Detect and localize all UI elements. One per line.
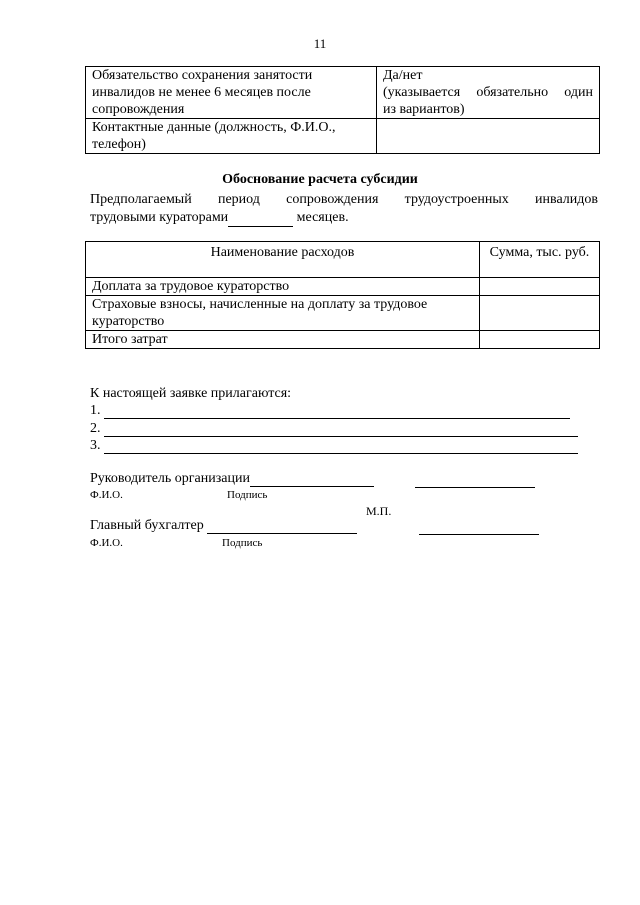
cell-text: Страховые взносы, начисленные на доплату за трудовое (92, 297, 428, 312)
contact-data-cell (86, 119, 377, 154)
cell-text: из вариантов) (383, 102, 465, 117)
expense-total-sum[interactable] (480, 331, 600, 349)
expense-name (86, 296, 480, 331)
table-row (86, 278, 600, 296)
cell-text: Обязательство сохранения занятости (92, 68, 313, 83)
cell-text: (указывается обязательно один (383, 85, 593, 100)
table-row (86, 67, 600, 119)
cell-text: Да/нет (383, 68, 423, 83)
accountant-signature-line (90, 518, 357, 534)
header-expense-name: Наименование расходов (86, 242, 480, 278)
expense-table (85, 241, 600, 349)
cell-text: Итого затрат (92, 332, 168, 347)
head-name-field[interactable] (250, 473, 374, 487)
period-line-2-suffix: месяцев. (296, 210, 349, 225)
period-line-2-prefix: трудовыми кураторами (90, 210, 229, 225)
page-number: 11 (313, 36, 327, 51)
cell-text: Контактные данные (должность, Ф.И.О., (92, 120, 336, 135)
head-name-caption: Ф.И.О. (90, 489, 123, 501)
attachment-line-1 (90, 402, 570, 419)
accountant-sign-caption: Подпись (222, 537, 263, 549)
accountant-name-field[interactable] (207, 520, 357, 534)
head-signature-field[interactable] (415, 474, 535, 488)
attachment-line-2 (90, 420, 578, 437)
cell-text: кураторство (92, 314, 165, 329)
attachment-field-3[interactable] (104, 440, 578, 454)
attachments-heading: К настоящей заявке прилагаются: (90, 386, 292, 401)
cell-text: Доплата за трудовое кураторство (92, 279, 290, 294)
accountant-name-caption: Ф.И.О. (90, 537, 123, 549)
expense-total (86, 331, 480, 349)
expense-sum[interactable] (480, 296, 600, 331)
expense-name (86, 278, 480, 296)
cell-text: сопровождения (92, 102, 185, 117)
table-row (86, 331, 600, 349)
head-sign-caption: Подпись (227, 489, 268, 501)
attachment-field-1[interactable] (104, 405, 570, 419)
table-row (86, 119, 600, 154)
attachment-field-2[interactable] (104, 423, 578, 437)
accountant-signature-field[interactable] (419, 521, 539, 535)
table-row (86, 296, 600, 331)
attachment-number: 2. (90, 421, 101, 436)
head-label: Руководитель организации (90, 471, 250, 486)
head-signature-line (90, 471, 374, 487)
employment-obligation-value[interactable] (377, 67, 600, 119)
cell-text: инвалидов не менее 6 месяцев после (92, 85, 311, 100)
months-blank-field[interactable] (228, 213, 293, 227)
expense-sum[interactable] (480, 278, 600, 296)
accountant-label: Главный бухгалтер (90, 518, 204, 533)
attachment-number: 1. (90, 403, 101, 418)
contact-data-value[interactable] (377, 119, 600, 154)
attachment-line-3 (90, 437, 578, 454)
period-paragraph (90, 191, 598, 227)
attachment-number: 3. (90, 438, 101, 453)
header-sum: Сумма, тыс. руб. (480, 242, 600, 278)
table-header-row (86, 242, 600, 278)
period-line-1: Предполагаемый период сопровождения трудоустроенных инвалидов (90, 192, 598, 207)
stamp-label: М.П. (366, 504, 392, 518)
section-title: Обоснование расчета субсидии (222, 172, 418, 187)
employment-obligation-cell (86, 67, 377, 119)
cell-text: телефон) (92, 137, 146, 152)
info-table (85, 66, 600, 154)
